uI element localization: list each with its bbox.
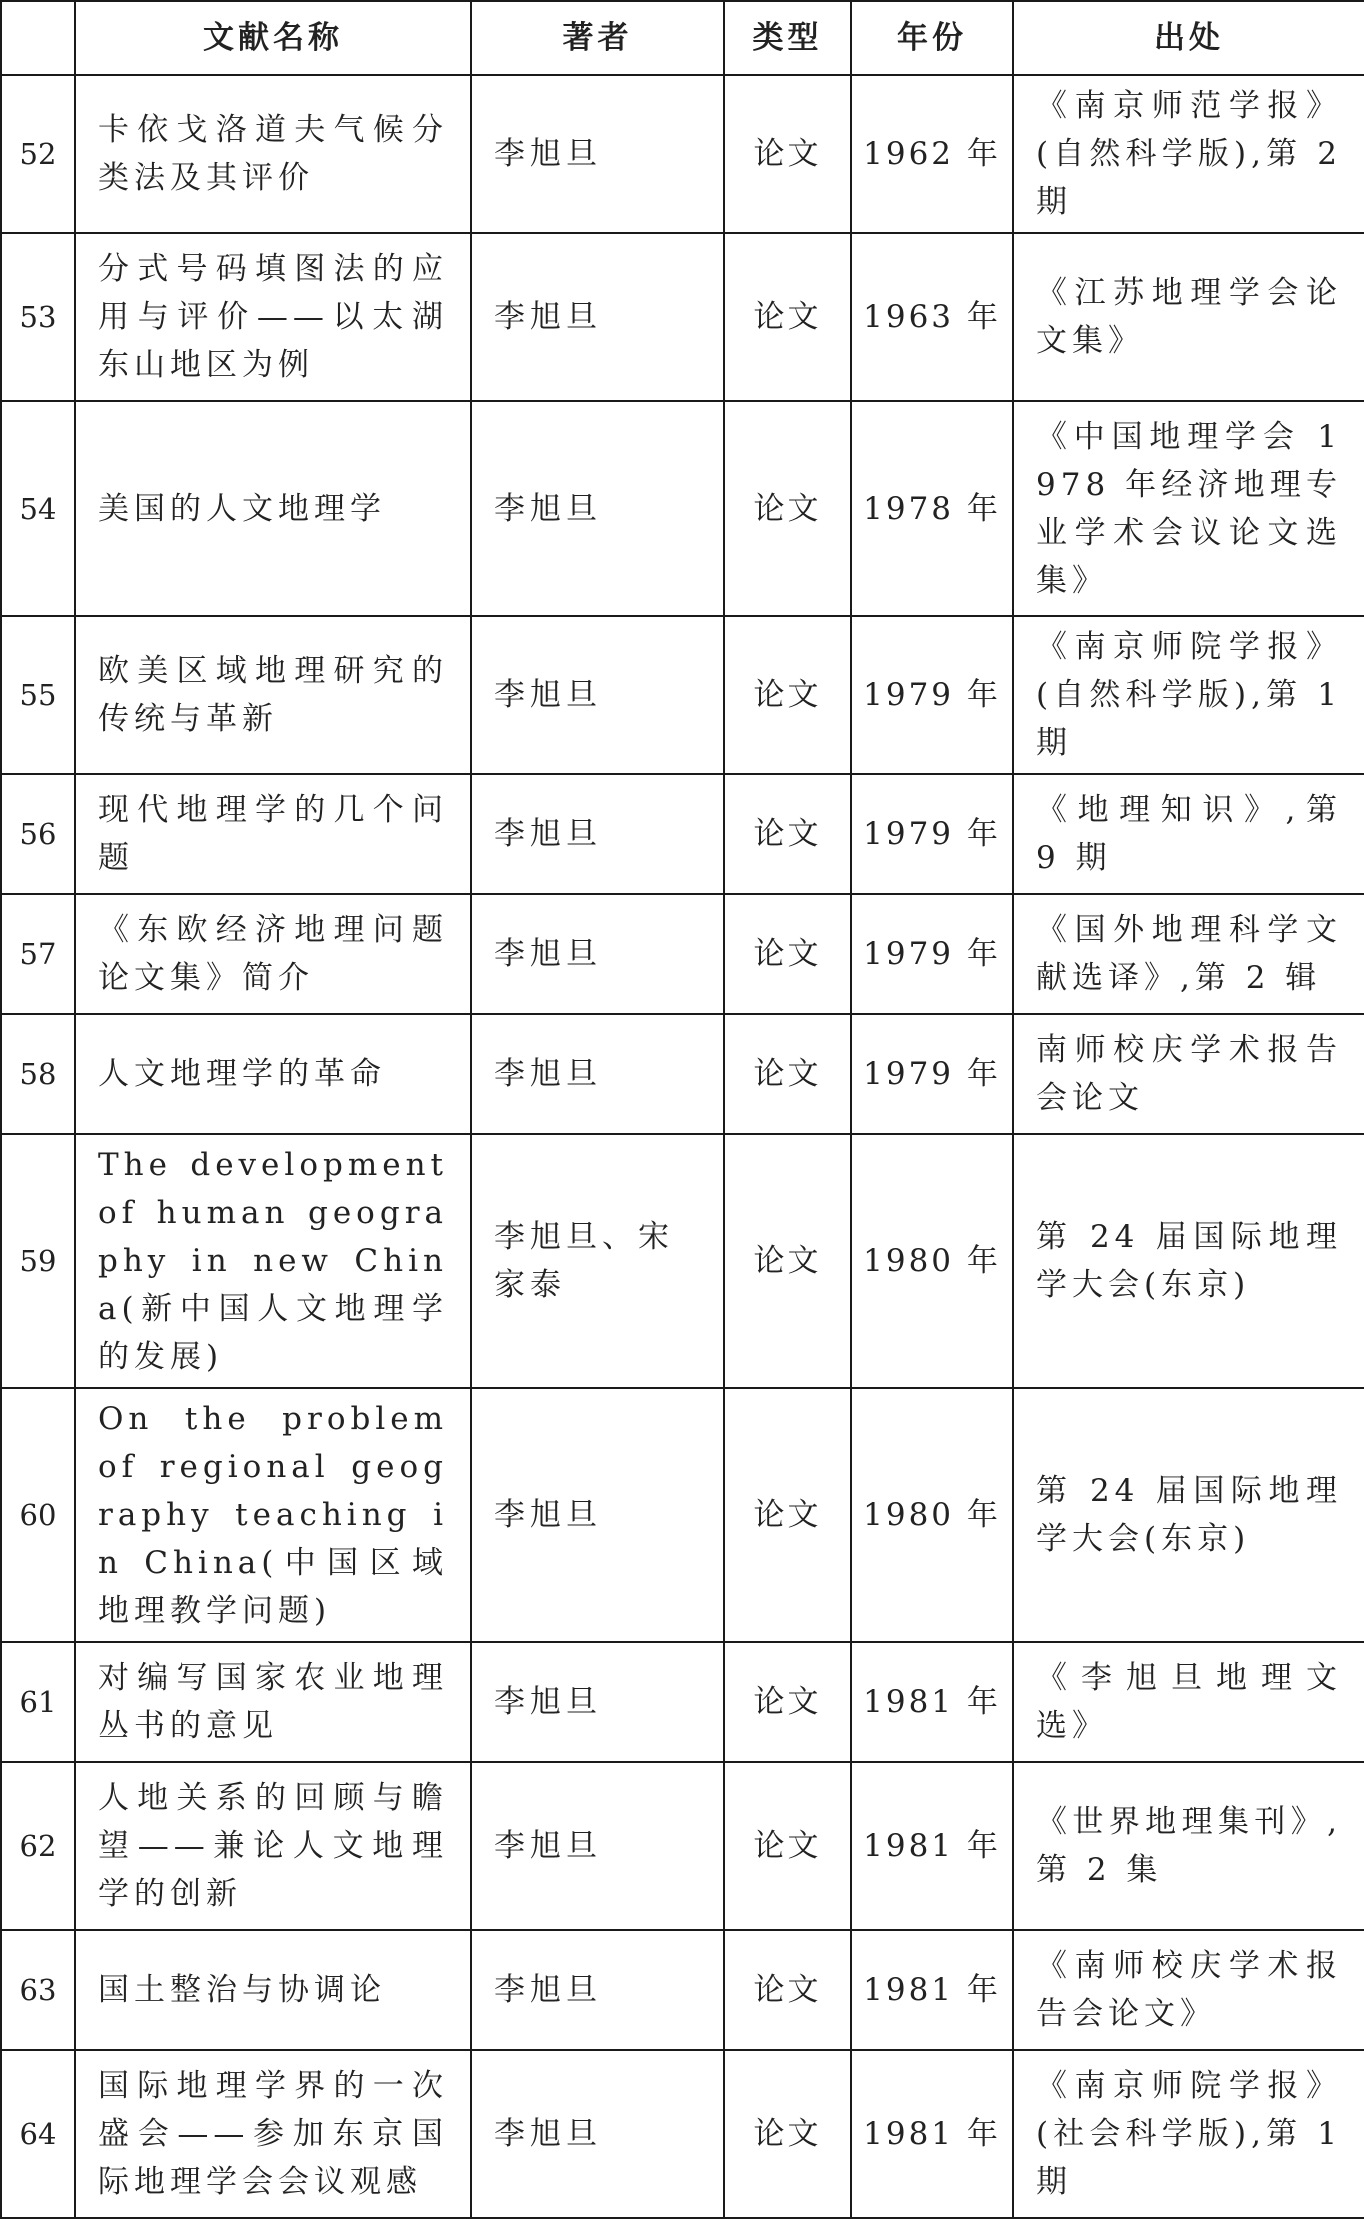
document-type: 论文 [724, 894, 851, 1014]
table-row [1, 1014, 1364, 1134]
document-title: 分式号码填图法的应用与评价——以太湖东山地区为例 [75, 233, 471, 401]
document-title: 现代地理学的几个问题 [75, 774, 471, 894]
document-title: 《东欧经济地理问题论文集》简介 [75, 894, 471, 1014]
table-row [1, 401, 1364, 616]
row-number: 53 [1, 233, 75, 401]
document-title: 欧美区域地理研究的传统与革新 [75, 616, 471, 774]
year: 1981 年 [851, 1930, 1013, 2050]
document-type: 论文 [724, 774, 851, 894]
year: 1980 年 [851, 1134, 1013, 1388]
source: 《世界地理集刊》,第 2 集 [1013, 1762, 1364, 1930]
table-row [1, 75, 1364, 233]
document-title: 美国的人文地理学 [75, 401, 471, 616]
source: 《南京师院学报》(自然科学版),第 1 期 [1013, 616, 1364, 774]
row-number: 55 [1, 616, 75, 774]
table-row [1, 1762, 1364, 1930]
document-title: 对编写国家农业地理丛书的意见 [75, 1642, 471, 1762]
year: 1979 年 [851, 616, 1013, 774]
header-source: 出处 [1013, 1, 1364, 75]
year: 1979 年 [851, 1014, 1013, 1134]
author: 李旭旦 [471, 233, 724, 401]
author: 李旭旦、宋家泰 [471, 1134, 724, 1388]
author: 李旭旦 [471, 75, 724, 233]
document-type: 论文 [724, 1642, 851, 1762]
author: 李旭旦 [471, 401, 724, 616]
year: 1979 年 [851, 774, 1013, 894]
year: 1979 年 [851, 894, 1013, 1014]
table-row [1, 1930, 1364, 2050]
source: 南师校庆学术报告会论文 [1013, 1014, 1364, 1134]
document-title: 卡依戈洛道夫气候分类法及其评价 [75, 75, 471, 233]
source: 《南师校庆学术报告会论文》 [1013, 1930, 1364, 2050]
document-type: 论文 [724, 1388, 851, 1642]
source: 《江苏地理学会论文集》 [1013, 233, 1364, 401]
source: 《南京师院学报》(社会科学版),第 1 期 [1013, 2050, 1364, 2218]
table-row [1, 616, 1364, 774]
row-number: 61 [1, 1642, 75, 1762]
table-row [1, 1642, 1364, 1762]
row-number: 52 [1, 75, 75, 233]
author: 李旭旦 [471, 1014, 724, 1134]
author: 李旭旦 [471, 616, 724, 774]
header-number [1, 1, 75, 75]
year: 1962 年 [851, 75, 1013, 233]
year: 1981 年 [851, 1642, 1013, 1762]
author: 李旭旦 [471, 1642, 724, 1762]
year: 1981 年 [851, 2050, 1013, 2218]
document-title: 国土整治与协调论 [75, 1930, 471, 2050]
document-type: 论文 [724, 1134, 851, 1388]
source: 第 24 届国际地理学大会(东京) [1013, 1388, 1364, 1642]
row-number: 62 [1, 1762, 75, 1930]
author: 李旭旦 [471, 1762, 724, 1930]
source: 《国外地理科学文献选译》,第 2 辑 [1013, 894, 1364, 1014]
header-type: 类型 [724, 1, 851, 75]
document-type: 论文 [724, 616, 851, 774]
author: 李旭旦 [471, 1388, 724, 1642]
row-number: 54 [1, 401, 75, 616]
year: 1978 年 [851, 401, 1013, 616]
header-author: 著者 [471, 1, 724, 75]
header-title: 文献名称 [75, 1, 471, 75]
row-number: 64 [1, 2050, 75, 2218]
source: 第 24 届国际地理学大会(东京) [1013, 1134, 1364, 1388]
document-title: The development of human geography in new China(新中国人文地理学的发展) [75, 1134, 471, 1388]
document-title: 人地关系的回顾与瞻望——兼论人文地理学的创新 [75, 1762, 471, 1930]
document-type: 论文 [724, 1762, 851, 1930]
row-number: 57 [1, 894, 75, 1014]
year: 1981 年 [851, 1762, 1013, 1930]
document-type: 论文 [724, 401, 851, 616]
document-type: 论文 [724, 75, 851, 233]
row-number: 56 [1, 774, 75, 894]
table-row [1, 1134, 1364, 1388]
document-type: 论文 [724, 1930, 851, 2050]
row-number: 63 [1, 1930, 75, 2050]
author: 李旭旦 [471, 1930, 724, 2050]
row-number: 58 [1, 1014, 75, 1134]
year: 1980 年 [851, 1388, 1013, 1642]
source: 《南京师范学报》(自然科学版),第 2 期 [1013, 75, 1364, 233]
row-number: 60 [1, 1388, 75, 1642]
document-type: 论文 [724, 2050, 851, 2218]
table-row [1, 233, 1364, 401]
year: 1963 年 [851, 233, 1013, 401]
source: 《地理知识》,第 9 期 [1013, 774, 1364, 894]
document-type: 论文 [724, 1014, 851, 1134]
document-title: 国际地理学界的一次盛会——参加东京国际地理学会会议观感 [75, 2050, 471, 2218]
header-year: 年份 [851, 1, 1013, 75]
author: 李旭旦 [471, 2050, 724, 2218]
document-type: 论文 [724, 233, 851, 401]
table-row [1, 2050, 1364, 2218]
table-row [1, 894, 1364, 1014]
source: 《李旭旦地理文选》 [1013, 1642, 1364, 1762]
document-title: 人文地理学的革命 [75, 1014, 471, 1134]
author: 李旭旦 [471, 774, 724, 894]
table-row [1, 1388, 1364, 1642]
source: 《中国地理学会 1978 年经济地理专业学术会议论文选集》 [1013, 401, 1364, 616]
header-row [1, 1, 1364, 75]
row-number: 59 [1, 1134, 75, 1388]
table-row [1, 774, 1364, 894]
document-title: On the problem of regional geography teaching in China(中国区域地理教学问题) [75, 1388, 471, 1642]
author: 李旭旦 [471, 894, 724, 1014]
